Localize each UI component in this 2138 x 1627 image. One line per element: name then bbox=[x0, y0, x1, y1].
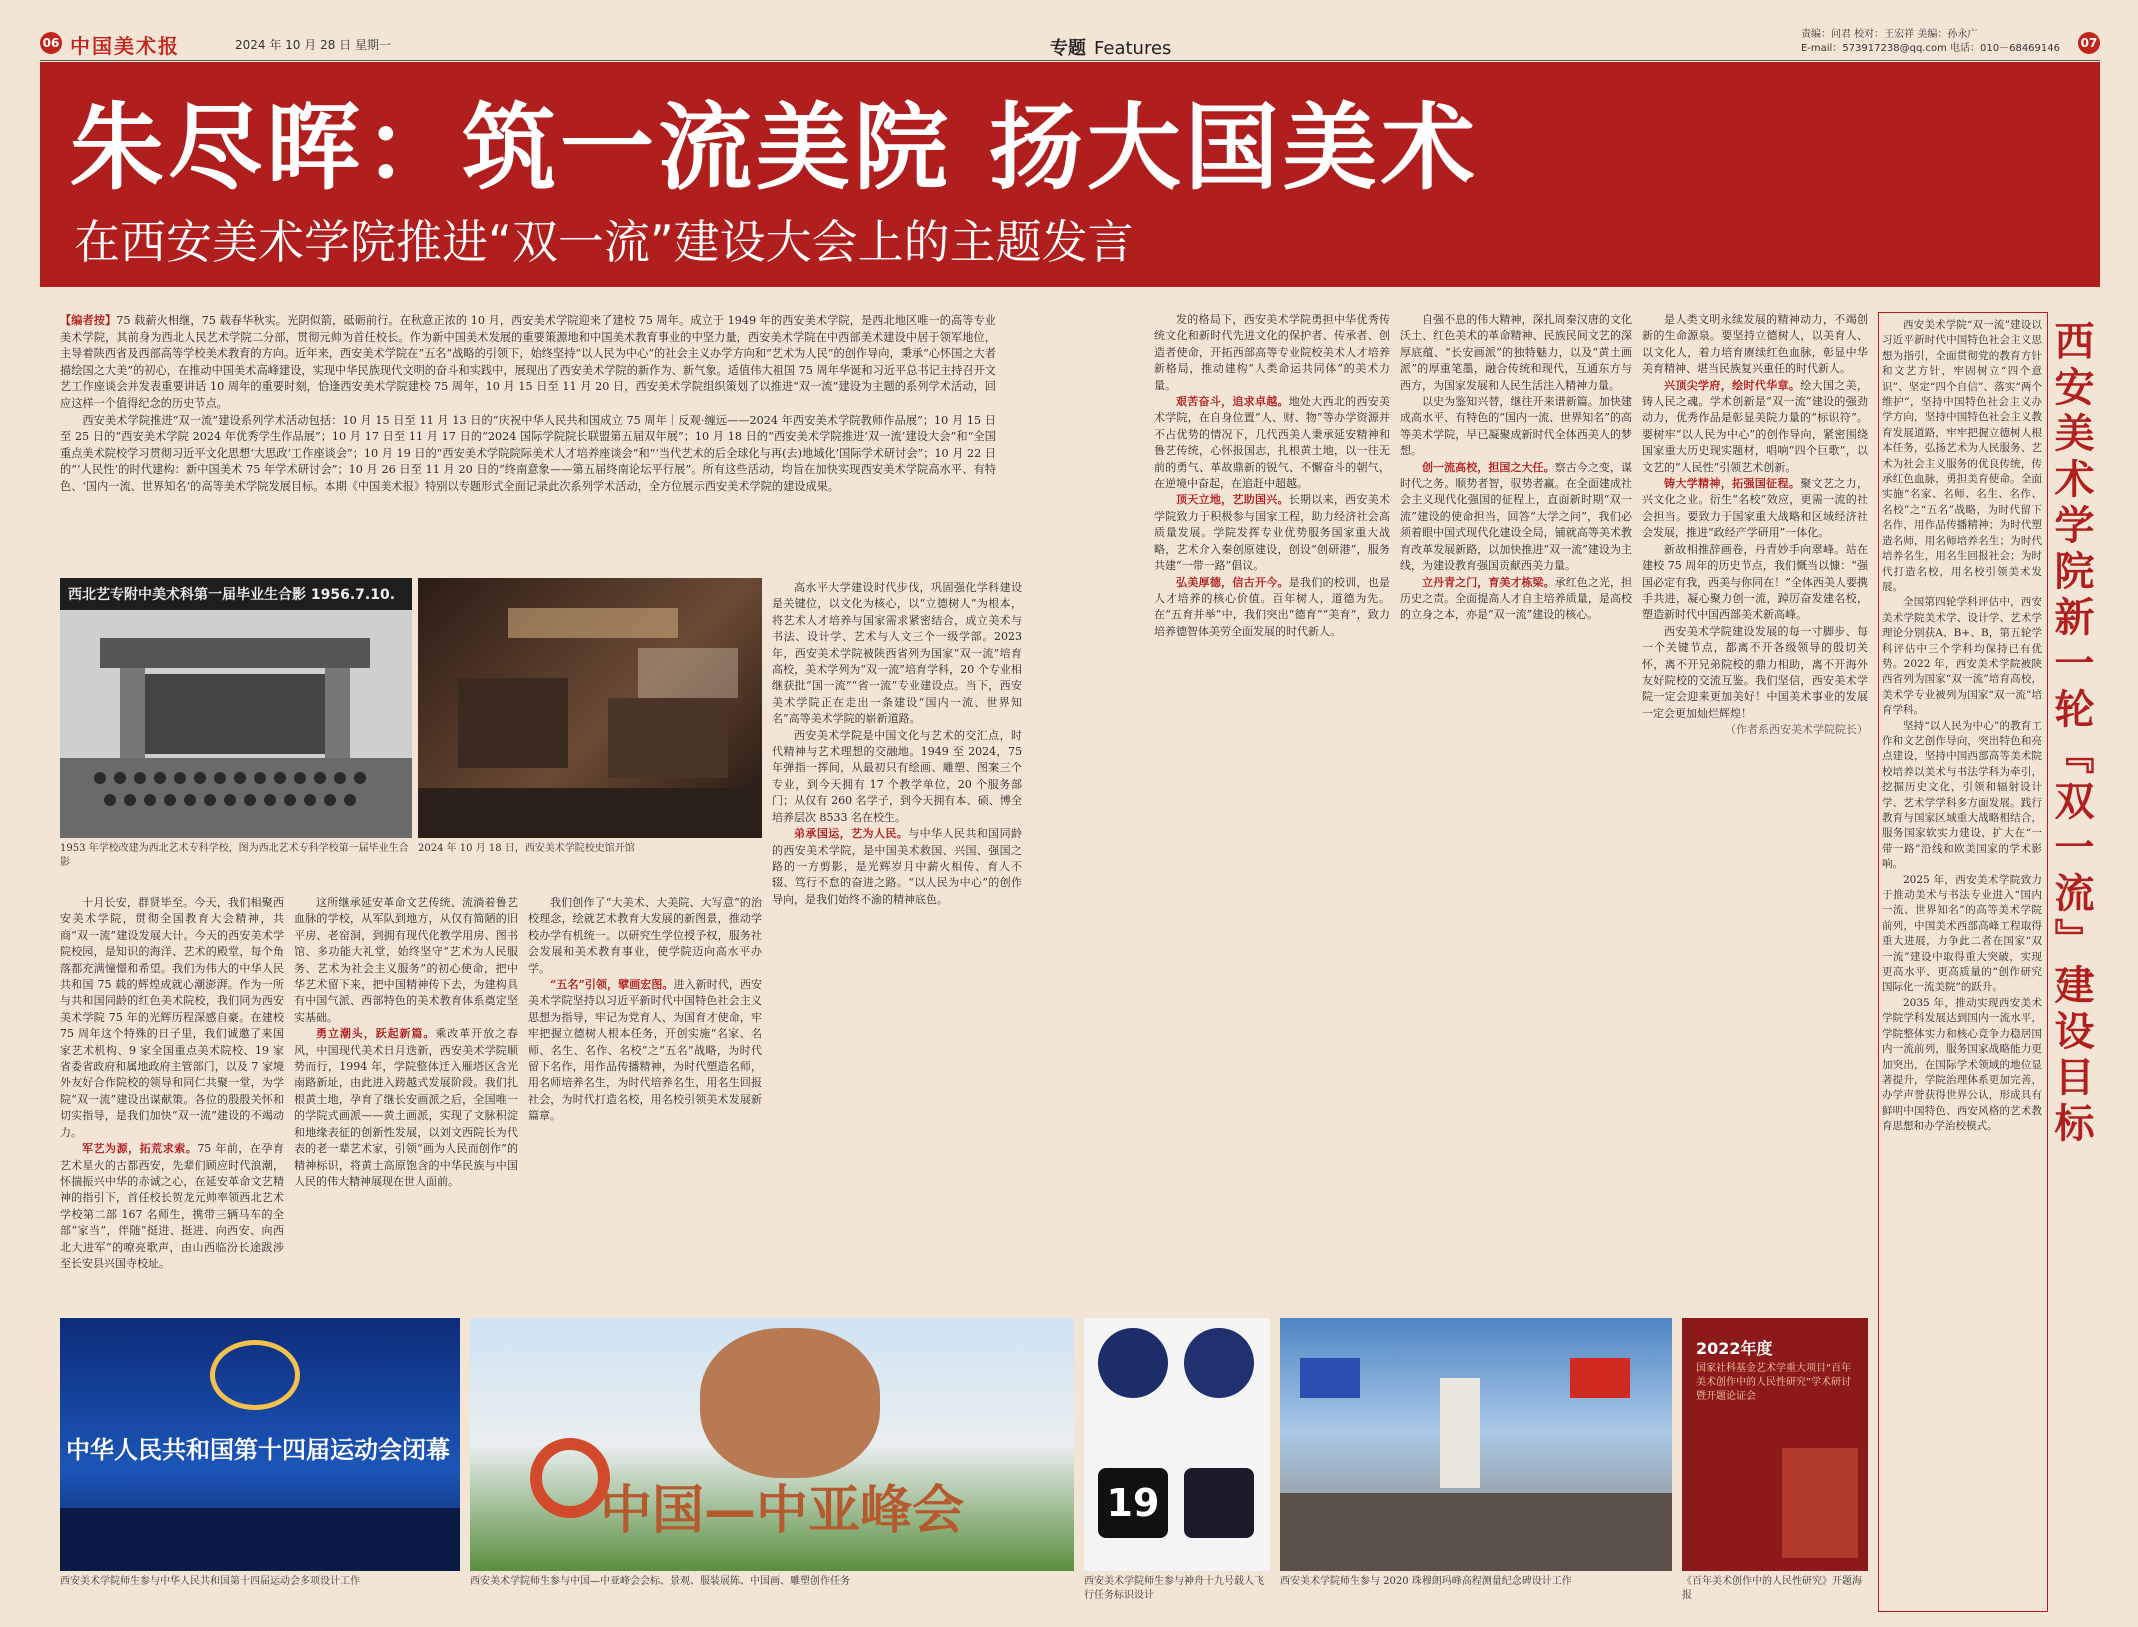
games-logo-icon bbox=[210, 1340, 300, 1410]
author-note: （作者系西安美术学院院长） bbox=[1725, 723, 1868, 737]
col3-body: 进入新时代，西安美术学院坚持以习近平新时代中国特色社会主义思想为指导，牢记为党育人、为国育才使命，牢牢把握立德树人根本任务，开创实施“名家、名师、名生、名作、名校”之“五名”战略，为时代留下名作，用作品传播精神，为时代塑造名师，用名师培养名生，为时代培养名生，用名生回报社会，为时代打造名校，用名校引领美术发展新篇章。 bbox=[528, 978, 762, 1123]
page-number-right: 07 bbox=[2078, 32, 2100, 54]
column-7 bbox=[1642, 312, 1868, 1312]
games-stage bbox=[60, 1508, 460, 1571]
sidebar-para3: 坚持“以人民为中心”的教育工作和文艺创作导向，突出特色和亮点建设，坚持中国西部高等美术院校培养以美术与书法学科为牵引，挖掘历史文化，引领和辐射设计学、艺术学学科多方面发展。践行教育与国家区域重大战略相结合，服务国家软实力建设，扩大在“一带一路”沿线和欧美国家的学术影响。 bbox=[1882, 719, 2042, 871]
editors: 责编：问君 校对：王宏祥 美编：孙永广 bbox=[1800, 29, 1978, 40]
photo-everest-monument bbox=[1280, 1318, 1672, 1571]
col3-heading: “五名”引领，擘画宏图。 bbox=[550, 978, 674, 992]
col5-heading-2: 顶天立地，艺助国兴。 bbox=[1176, 493, 1289, 507]
col1-body: 75 年前，在孕育艺术星火的古都西安，先辈们顾应时代浪潮，怀揣振兴中华的赤诚之心，在延安革命文艺精神的指引下，首任校长贺龙元帅率领西北艺术学校第二部 167 名师生，携带三辆马车的全部“家当”，伴随“挺进、挺进、向西安、向西北大进军”的嘹亮歌声，由山西临汾长途跋涉至长安县兴国寺校址。 bbox=[60, 1142, 284, 1270]
col5-body-2: 长期以来，西安美术学院致力于积极参与国家工程，助力经济社会高质量发展。学院发挥专业优势服务国家重大战略，艺术介入秦创原建设，创设“创研港”，服务共建“一带一路”倡议。 bbox=[1154, 493, 1390, 573]
newspaper-name: 中国美术报 bbox=[70, 34, 180, 58]
mission-number: 19 bbox=[1098, 1468, 1168, 1538]
col2-heading: 勇立潮头，跃起新篇。 bbox=[316, 1027, 436, 1041]
page-number-left: 06 bbox=[40, 32, 62, 54]
editor-note-tag: 【编者按】 bbox=[60, 313, 117, 327]
col5-intro: 发的格局下，西安美术学院勇担中华优秀传统文化和新时代先进文化的保护者、传承者、创造者使命，开拓西部高等专业院校美术人才培养新格局，推动建构“人类命运共同体”的美术力量。 bbox=[1154, 313, 1390, 392]
sidebar-para4: 2025 年，西安美术学院致力于推动美术与书法专业进入“国内一流、世界知名”的高等美术学院前列，中国美术西部高峰工程取得重大进展，力争此二者在国家“双一流”建设中取得重大突破，实现更高水平、更高质量的“创作研究国际化一流美院”的跃升。 bbox=[1882, 873, 2042, 994]
section-cn: 专题 bbox=[1050, 38, 1086, 59]
mission-badge-icon-2 bbox=[1184, 1328, 1254, 1398]
poster-title: 国家社科基金艺术学重大项目“百年美术创作中的人民性研究”学术研讨暨开题论证会 bbox=[1696, 1363, 1852, 1402]
sidebar-para5: 2035 年，推动实现西安美术学院学科发展达到国内一流水平，学院整体实力和核心竞争力稳居国内一流前列，服务国家战略能力更加突出，在国际学术领域的地位显著提升，学院治理体系更加完善，办学声誉获得世界公认，形成具有鲜明中国特色、西安风格的艺术教育思想和办学治校模式。 bbox=[1882, 996, 2042, 1133]
sidebar-text bbox=[1882, 318, 2042, 1608]
col5-body-1: 地处大西北的西安美术学院，在自身位置“人、财、物”等办学资源并不占优势的情况下，几代西美人秉承延安精神和鲁艺传统，心怀报国志，扎根黄土地，以一往无前的勇气、革故鼎新的锐气、不懈奋斗的朝气，在逆境中奋起，在追赶中超越。 bbox=[1154, 395, 1390, 491]
editor-info bbox=[1801, 28, 2060, 56]
summit-text: 中国—中亚峰会 bbox=[600, 1481, 965, 1541]
col7-body-1: 绘大国之美，铸人民之魂。学术创新是“双一流”建设的强劲动力，优秀作品是彰显美院力量的“标识符”。要树牢“以人民为中心”的创作导向，紧密围绕国家重大历史现实题材，唱响“四个巨歌”，以文艺的“人民性”引领艺术创新。 bbox=[1642, 378, 1868, 474]
photo-caption-1: 1953 年学校改建为西北艺术专科学校，图为西北艺术专科学校第一届毕业生合影 bbox=[60, 843, 409, 868]
flag-red-icon bbox=[1570, 1358, 1630, 1398]
headline-title: 朱尽晖：筑一流美院 扬大国美术 bbox=[70, 94, 1479, 203]
col7-heading-2: 铸大学精神，拓强国征程。 bbox=[1664, 477, 1801, 491]
col4-intro: 高水平大学建设时代步伐，巩固强化学科建设是关键位，以文化为核心，以“立德树人”为根本，将艺术人才培养与国家需求紧密结合，成立美术与书法、设计学、艺术与人文三个一级学部。2023 年，西安美术学院被陕西省列为国家“双一流”培育高校，美术学列为“双一流”培育学科，20 个专业相继获批“国一流”“省一流”专业建设点。当下，西安美术学院正在走出一条建设“国内一流、世界知名”高等美术学院的崭新道路。 bbox=[772, 581, 1022, 726]
graduates-photo-graphic bbox=[60, 578, 412, 838]
col4-para2: 西安美术学院是中国文化与艺术的交汇点，时代精神与艺术理想的交融地。1949 至 2024，75 年弹指一挥间，从最初只有绘画、雕塑、图案三个专业，到今天拥有 17 个教学单位，20 个服务部门；从仅有 260 名学子，到今天拥有本、硕、博全培养层次 8533 名在校生。 bbox=[772, 728, 1022, 824]
flag-blue-icon bbox=[1300, 1358, 1360, 1398]
col7-intro: 是人类文明永续发展的精神动力，不竭创新的生命源泉。要坚持立德树人，以美育人、以文化人，着力培育赓续红色血脉，彰显中华美育精神、堪当民族复兴重任的时代新人。 bbox=[1642, 313, 1868, 376]
sidebar-title: 西安美术学院新一轮『双一流』建设目标 bbox=[2048, 320, 2094, 1148]
column-4 bbox=[772, 580, 1022, 1311]
header-rule bbox=[40, 60, 2100, 61]
group-of-people bbox=[1280, 1493, 1672, 1571]
issue-date: 2024 年 10 月 28 日 星期一 bbox=[235, 38, 391, 52]
section-label bbox=[1050, 34, 1171, 60]
col6-para2: 以史为鉴知兴替，继往开来谱新篇。加快建成高水平、有特色的“国内一流、世界知名”的高等美术学院，早已凝聚成新时代全体西美人的梦想。 bbox=[1400, 395, 1632, 458]
editor-note bbox=[60, 312, 996, 574]
ring-ornament-icon bbox=[530, 1438, 610, 1518]
games-banner-text: 中华人民共和国第十四届运动会闭幕 bbox=[66, 1436, 450, 1464]
col6-body-1: 察古今之变，谋时代之务。顺势者智，驭势者赢。在全面建成社会主义现代化强国的征程上，直面新时期“双一流”建设的使命担当，回答“大学之问”，我们必须着眼中国式现代化建设全局，铺就高等美术教育改革发展新路，以加快推进“双一流”建设为主线，为建设教育强国贡献西美力量。 bbox=[1400, 460, 1632, 573]
poster-painting bbox=[1782, 1448, 1858, 1558]
monument-icon bbox=[1440, 1378, 1480, 1488]
sculpture-icon bbox=[700, 1328, 880, 1478]
photo-shenzhou-logos bbox=[1084, 1318, 1270, 1571]
col6-intro: 自强不息的伟大精神，深扎周秦汉唐的文化沃土、红色美术的革命精神、民族民间文艺的深厚底蕴、“长安画派”的独特魅力，以及“黄土画派”的厚重笔墨，融合传统和现代，互通东方与西方，为国家发展和人民生活注入精神力量。 bbox=[1400, 313, 1632, 392]
photo-caption-5: 西安美术学院师生参与神舟十九号载人飞行任务标识设计 bbox=[1084, 1576, 1264, 1601]
column-6 bbox=[1400, 312, 1632, 1312]
col1-intro: 十月长安，群贤毕至。今天，我们相聚西安美术学院，贯彻全国教育大会精神，共商“双一流”建设发展大计。今天的西安美术学院校园，是知识的海洋、艺术的殿堂，每个角落都充满憧憬和希望。我们为伟大的中华人民共和国 75 载的辉煌成就心潮澎湃。作为一所与共和国同龄的红色美术院校，我们同为西安美术学院 75 年的光辉历程深感自豪。在建校 75 周年这个特殊的日子里，我们诚邀了来国家艺术机构、9 家全国重点美术院校、19 家省委省政府和属地政府主管部门，以及 7 家境外友好合作院校的领导和同仁共聚一堂，为学院“双一流”建设出谋献策。各位的殷殷关怀和切实指导，是我们加快“双一流”建设的不竭动力。 bbox=[60, 896, 284, 1139]
col4-body: 与中华人民共和国同龄的西安美术学院，是中国美术救国、兴国、强国之路的一方剪影，是光辉岁月中薪火相传、育人不辍、笃行不怠的奋进之路。“以人民为中心”的创作导向，是我们始终不渝的精神底色。 bbox=[772, 827, 1022, 906]
col6-heading-1: 创一流高校，担国之大任。 bbox=[1422, 460, 1555, 474]
photo-caption-6: 西安美术学院师生参与 2020 珠穆朗玛峰高程测量纪念碑设计工作 bbox=[1280, 1576, 1572, 1587]
page-header bbox=[40, 20, 2100, 60]
editor-note-para1: 75 载薪火相继，75 载春华秋实。光阴似箭，砥砺前行。在秋意正浓的 10 月，西安美术学院迎来了建校 75 周年。成立于 1949 年的西安美术学院，是西北地区唯一的高等专业美术学院，其前身为西北人民艺术学院二分部，贯彻元帅为首任校长。作为新中国美术发展的重要策源地和中国美术教育事业的中坚力量，西安美术学院在中西部美术建设中居于领军地位，主导着陕西省及西部高等学校美术教育的方向。近年来，西安美术学院在“五名”战略的引领下，始终坚持“以人民为中心”的社会主义办学方向和“艺术为人民”的创作导向，秉承“心怀国之大者 描绘国之大美”的初心，在推动中国美术高峰建设，实现中华民族现代文明的奋斗和实践中，展现出了西安美术学院的新作为、新气象。适值伟大祖国 75 周年华诞和习近平总书记主持召开文艺工作座谈会并发表重要讲话 10 周年的重要时刻，恰逢西安美术学院建校 75 周年，10 月 15 日至 11 月 20 日，西安美术学院组织策划了以推进“双一流”建设为主题的系列学术活动，回应这样一个值得纪念的历史节点。 bbox=[60, 314, 996, 410]
contact: E-mail：573917238@qq.com 电话：010－68469146 bbox=[1800, 43, 2060, 54]
column-2 bbox=[294, 895, 518, 1311]
photo-research-poster bbox=[1682, 1318, 1868, 1571]
col5-heading-3: 弘美厚德，信古开今。 bbox=[1176, 575, 1289, 589]
col6-heading-2: 立丹青之门，育美才栋梁。 bbox=[1422, 575, 1555, 589]
col5-body-3: 是我们的校训，也是人才培养的核心价值。百年树人，道德为先。在“五育并举”中，我们突出“德育”“美育”，致力培养德智体美劳全面发展的时代新人。 bbox=[1154, 575, 1390, 638]
photo-china-central-asia bbox=[470, 1318, 1074, 1571]
col2-intro: 这所继承延安革命文艺传统、流淌着鲁艺血脉的学校，从军队到地方，从仅有简陋的旧平房、老窑洞，到拥有现代化教学用房、图书馆、多功能大礼堂，始终坚守“艺术为人民服务、艺术为社会主义服务”的初心使命，把中华艺术留下来，把中国精神传下去，为建构具有中国气派、西部特色的美术教育体系奠定坚实基础。 bbox=[294, 896, 518, 1024]
editor-note-para2: 西安美术学院推进“双一流”建设系列学术活动包括：10 月 15 日至 11 月 13 日的“庆祝中华人民共和国成立 75 周年｜反观·缠远——2024 年西安美术学院教师作品展”；10 月 15 日至 25 日的“西安美术学院 2024 年优秀学生作品展”；10 月 17 日至 11 月 17 日的“2024 国际学院院长联盟第五届双年展”；10 月 18 日的“西安美术学院推进‘双一流’建设大会”和“全国重点美术院校学习贯彻习近平文化思想‘大思政’工作座谈会”；10 月 19 日的“西安美术学院院际美术人才培养座谈会”和“‘当代艺术的后全球化与再(去)地域化’国际学术研讨会”；10 月 22 日的“‘人民性’的时代建构：新中国美术 75 年学术研讨会”；10 月 26 日至 11 月 20 日的“终南意象——第五届终南论坛平行展”。所有这些活动，均旨在加快实现西安美术学院高水平、有特色、‘国内一流、世界知名’的高等美术学院发展目标。本期《中国美术报》特别以专题形式全面记录此次系列学术活动，全方位展示西安美术学院的建设成果。 bbox=[60, 413, 996, 493]
column-3 bbox=[528, 895, 762, 1311]
photo-national-games bbox=[60, 1318, 460, 1571]
col1-heading: 军艺为源，拓荒求索。 bbox=[82, 1142, 198, 1156]
col2-body: 乘改革开放之春风，中国现代美术日月迭新，西安美术学院顺势而行，1994 年，学院整体迁入雁塔区含光南路新址，由此进入跨越式发展阶段。我们扎根黄土地，孕育了继长安画派之后，全国唯一的学院式画派——黄土画派，实现了文脉积淀和地缘表征的创新性发展，以刘文西院长为代表的老一辈艺术家，引领“画为人民而创作”的精神标识，将黄土高原饱含的中华民族与中国人民的伟大精神展现在世人面前。 bbox=[294, 1027, 518, 1188]
column-1 bbox=[60, 895, 284, 1311]
column-5 bbox=[1154, 312, 1390, 1312]
mission-badge-icon-3 bbox=[1184, 1468, 1254, 1538]
photo-caption-4: 西安美术学院师生参与中国—中亚峰会会标、景观、服装展陈、中国画、雕塑创作任务 bbox=[470, 1576, 850, 1587]
photo-history-museum bbox=[418, 578, 762, 838]
col7-heading-1: 兴顶尖学府，绘时代华章。 bbox=[1664, 378, 1801, 392]
col4-heading: 弟承国运，艺为人民。 bbox=[794, 827, 909, 841]
col3-intro: 我们创作了“大美术、大美院、大写意”的治校理念，绘就艺术教育大发展的新图景，推动学校办学有机统一。以研究生学位授予权，服务社会发展和美术教育事业，使学院迈向高水平办学。 bbox=[528, 896, 762, 975]
headline-subtitle: 在西安美术学院推进“双一流”建设大会上的主题发言 bbox=[74, 215, 1134, 269]
section-en: Features bbox=[1094, 38, 1172, 59]
poster-year: 2022年度 bbox=[1696, 1339, 1773, 1358]
sidebar-para1: 西安美术学院“双一流”建设以习近平新时代中国特色社会主义思想为指引，全面贯彻党的教育方针和文艺方针，牢固树立“四个意识”、坚定“四个自信”、落实“两个维护”，坚持中国特色社会主义办学方向，坚持中国特色社会主义教育发展道路，牢牢把握立德树人根本任务，弘扬艺术为人民服务、艺术为社会主义服务的优良传统，传承红色血脉，勇担美育使命。全面实施“名家、名师、名生、名作、名校”之“五名”战略，为时代留下名作，用作品传播精神；为时代塑造名师，用名师培养名生；为时代培养名生，用名生回报社会；为时代打造名校，用名校引领美术发展。 bbox=[1882, 319, 2042, 593]
photo-sign-text: 西北艺专附中美术科第一届毕业生合影 1956.7.10. bbox=[68, 587, 396, 603]
sidebar-para2: 全国第四轮学科评估中，西安美术学院美术学、设计学、艺术学理论分别获A、B+、B，第五轮学科评估中三个学科均保持已有优势。2022 年，西安美术学院被陕西省列为国家“双一流”培育高校，美术学专业被列为国家“双一流”培育学科。 bbox=[1882, 596, 2042, 717]
photo-caption-3: 西安美术学院师生参与中华人民共和国第十四届运动会多项设计工作 bbox=[60, 1576, 360, 1587]
photo-caption-2: 2024 年 10 月 18 日，西安美术学院校史馆开馆 bbox=[418, 843, 635, 854]
col6-body-2: 承红色之光，担历史之责。全面提高人才自主培养质量，是高校的立身之本，亦是“双一流”建设的核心。 bbox=[1400, 575, 1632, 622]
photo-graduates-1956 bbox=[60, 578, 412, 838]
col7-body-2: 聚文艺之力，兴文化之业。衍生“名校”效应，更需一流的社会担当。要致力于国家重大战略和区域经济社会发展，推进“政经产学研用”一体化。 bbox=[1642, 477, 1868, 540]
museum-photo-graphic bbox=[418, 578, 762, 838]
photo-caption-7: 《百年美术创作中的人民性研究》开题海报 bbox=[1682, 1576, 1862, 1601]
col7-para4: 西安美术学院建设发展的每一寸脚步、每一个关键节点，都离不开各级领导的殷切关怀，离不开兄弟院校的鼎力相助，离不开海外友好院校的交流互鉴。我们坚信，西安美术学院一定会迎来更加美好！中国美术事业的发展一定会更加灿烂辉煌！ bbox=[1642, 624, 1868, 720]
col7-para3: 新故相推辞画卷，丹青妙手向翠峰。站在建校 75 周年的历史节点，我们慨当以慷：“强国必定有我，西美与你同在！”全体西美人要携手共进，凝心聚力创一流，踔厉奋发建名校，塑造新时代中国西部美术新高峰。 bbox=[1642, 542, 1868, 622]
mission-badge-icon-1 bbox=[1098, 1328, 1168, 1398]
col5-heading-1: 艰苦奋斗，追求卓越。 bbox=[1176, 395, 1289, 409]
